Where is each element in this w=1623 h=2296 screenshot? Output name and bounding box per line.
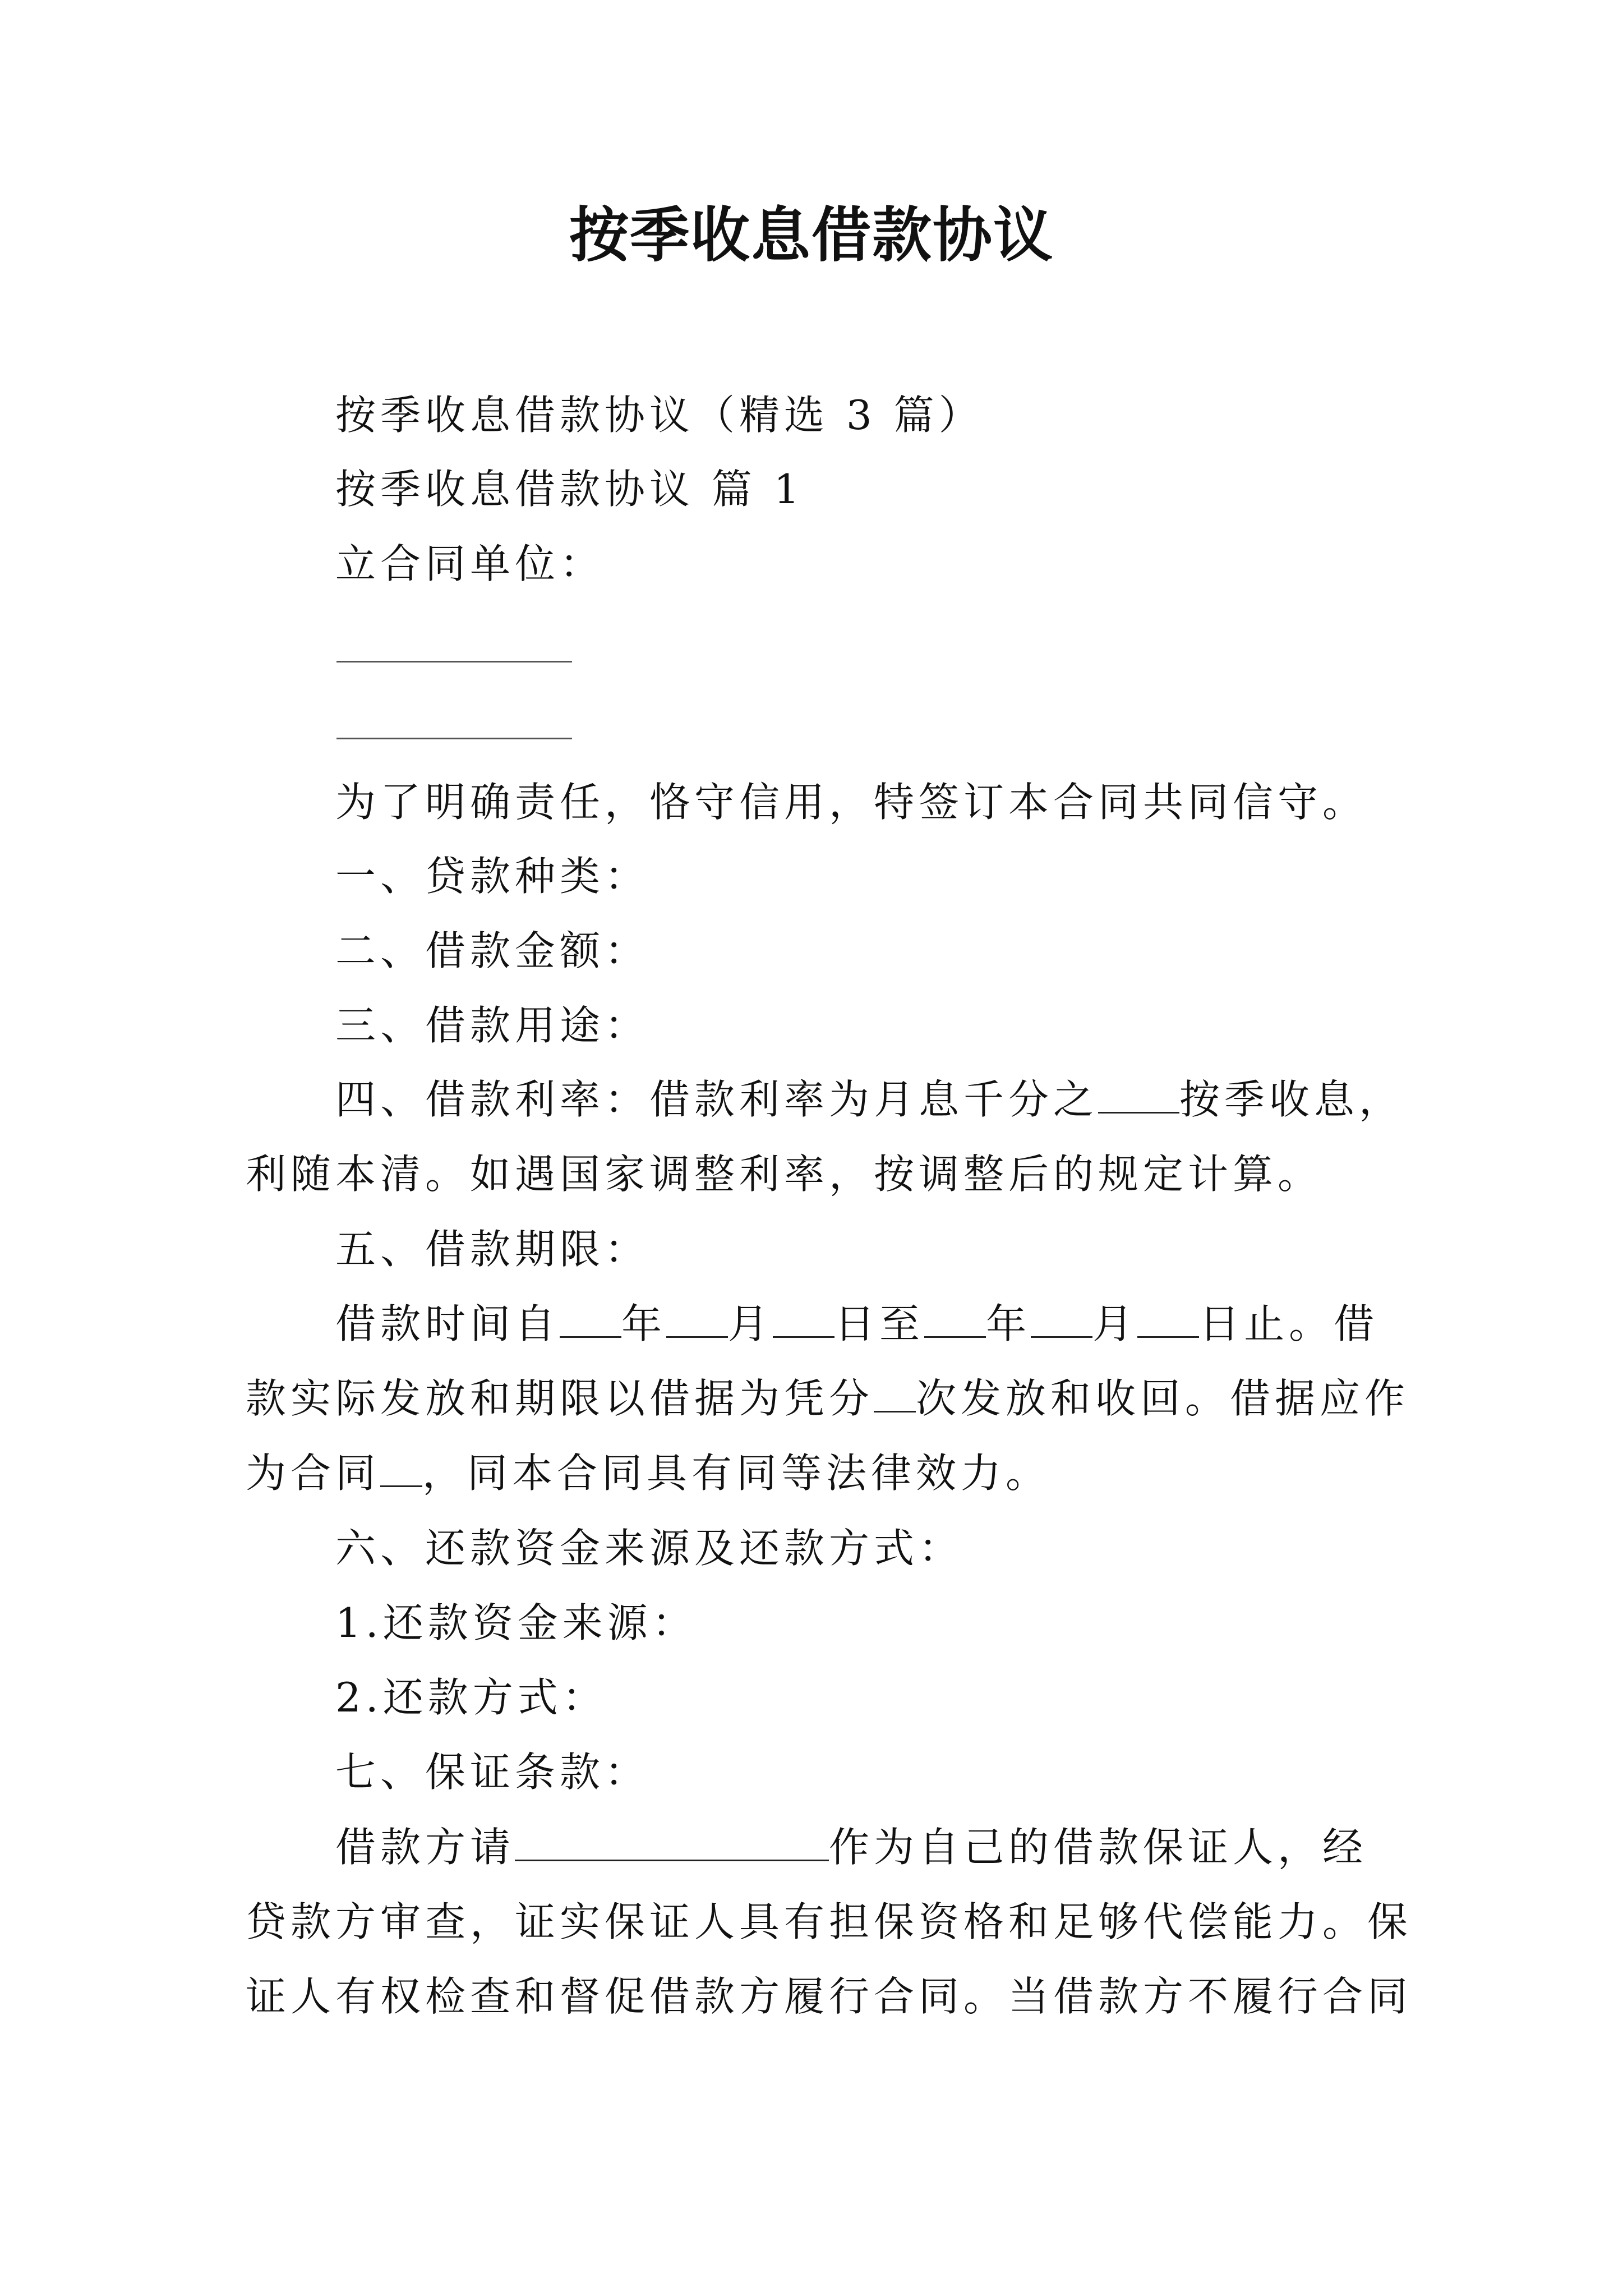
guarantor-name-blank (515, 1819, 829, 1861)
period-text-start: 借款时间自 (335, 1300, 560, 1347)
interest-rate-continuation: 利随本清。如遇国家调整利率，按调整后的规定计算。 (246, 1151, 1323, 1198)
period-day-to-label: 日至 (834, 1300, 925, 1347)
clause-loan-period: 五、借款期限： (335, 1226, 650, 1273)
loan-period-line-3 (246, 1445, 1050, 1501)
period-year-label: 年 (621, 1300, 667, 1347)
party-label: 立合同单位： (335, 540, 605, 587)
start-year-blank (560, 1296, 621, 1338)
clause-loan-type: 一、贷款种类： (335, 853, 650, 900)
end-day-blank (1137, 1296, 1199, 1338)
period-text-2b: 次发放和收回。借据应作 (916, 1375, 1410, 1422)
guarantee-line-2: 贷款方审查，证实保证人具有担保资格和足够代偿能力。保 (246, 1898, 1413, 1945)
guarantee-text-1b: 作为自己的借款保证人，经 (829, 1824, 1368, 1871)
guarantee-line-1 (335, 1819, 1367, 1875)
installments-blank (874, 1370, 916, 1412)
end-year-blank (924, 1296, 986, 1338)
end-month-blank (1031, 1296, 1092, 1338)
purpose-paragraph: 为了明确责任，恪守信用，特签订本合同共同信守。 (335, 779, 1368, 826)
clause-loan-purpose: 三、借款用途： (335, 1002, 650, 1049)
contract-attachment-blank (380, 1445, 422, 1487)
section-heading: 按季收息借款协议 篇 1 (335, 466, 804, 513)
period-text-2a: 款实际发放和期限以借据为凭分 (246, 1375, 874, 1422)
loan-period-line-2 (246, 1370, 1409, 1427)
period-year-label-2: 年 (986, 1300, 1031, 1347)
document-subtitle: 按季收息借款协议（精选 3 篇） (335, 392, 984, 439)
period-text-3a: 为合同 (246, 1450, 381, 1497)
document-title: 按季收息借款协议 (569, 201, 1054, 270)
clause-repayment-method: 2.还款方式： (335, 1674, 607, 1721)
clause-loan-amount: 二、借款金额： (335, 927, 650, 974)
clause-repayment-source: 1.还款资金来源： (335, 1599, 697, 1646)
guarantee-text-1a: 借款方请 (335, 1824, 515, 1871)
interest-rate-text: 四、借款利率：借款利率为月息千分之 (335, 1076, 1099, 1123)
clause-guarantee: 七、保证条款： (335, 1749, 650, 1796)
party-blank-line-1 (336, 661, 572, 662)
period-month-label: 月 (728, 1300, 773, 1347)
period-month-label-2: 月 (1092, 1300, 1138, 1347)
clause-interest-rate (335, 1071, 1404, 1128)
interest-rate-text-2: 按季收息， (1179, 1076, 1404, 1123)
start-month-blank (666, 1296, 728, 1338)
interest-rate-blank (1098, 1071, 1179, 1114)
guarantee-line-3: 证人有权检查和督促借款方履行合同。当借款方不履行合同 (246, 1973, 1413, 2020)
clause-repayment: 六、还款资金来源及还款方式： (335, 1525, 964, 1572)
loan-period-line-1 (335, 1296, 1378, 1352)
period-day-end-label: 日止。借 (1199, 1300, 1379, 1347)
party-blank-line-2 (336, 738, 572, 739)
start-day-blank (773, 1296, 834, 1338)
period-text-3b: ，同本合同具有同等法律效力。 (422, 1450, 1051, 1497)
